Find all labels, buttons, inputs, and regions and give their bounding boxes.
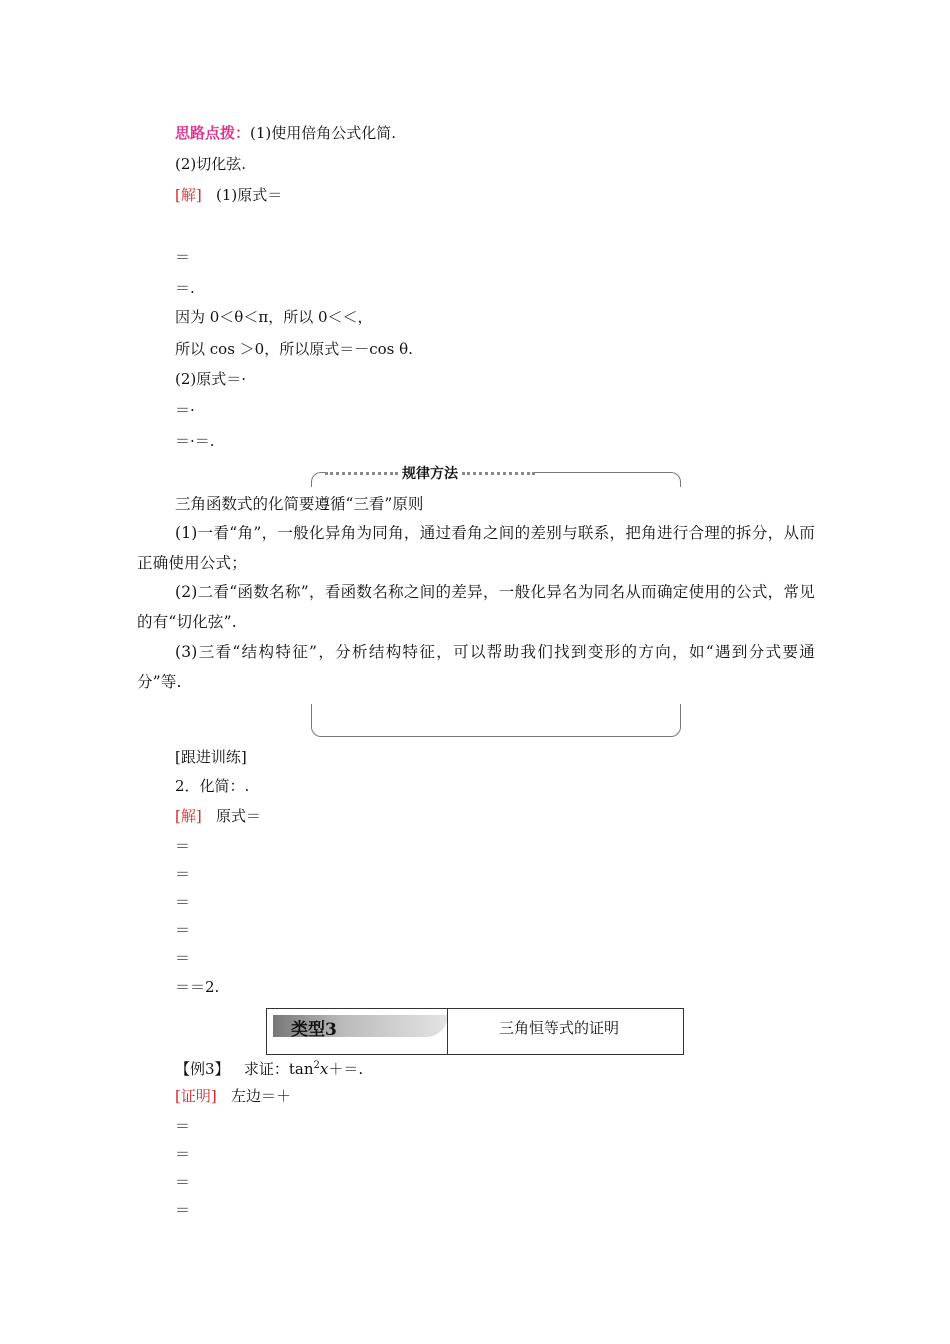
equals-line: ＝ [175, 921, 191, 939]
equals-line: ＝· [175, 401, 195, 419]
dots-decoration [462, 472, 535, 475]
example-3-var: x [319, 1060, 329, 1078]
rule-box-label [325, 463, 535, 483]
hint-line-2: (2)切化弦. [175, 155, 247, 173]
hint-text: (1)使用倍角公式化简. [250, 124, 397, 142]
solution-tag: [解] [175, 807, 202, 825]
rule-box-bottom-frame [311, 704, 681, 737]
so-cos-line: 所以 cos ＞0，所以原式＝－cos θ. [175, 340, 413, 358]
type-3-title: 三角恒等式的证明 [499, 1019, 620, 1037]
example-3-prompt-pre: 求证：tan [243, 1060, 314, 1078]
type-3-header [266, 1008, 684, 1055]
example-3-tag: 【例3】 [175, 1060, 230, 1078]
equals-line: ＝·＝. [175, 432, 215, 450]
solution-1-text: (1)原式＝ [216, 186, 283, 204]
equals-line: ＝ [175, 1173, 191, 1191]
practice-question: 2．化简：. [175, 777, 250, 795]
rule-item-2: (2)二看“函数名称”，看函数名称之间的差异，一般化异名为同名从而确定使用的公式，常见的有“切化弦”. [137, 583, 815, 631]
equals-line: ＝ [175, 1201, 191, 1219]
example-3-prompt-post: ＋＝. [328, 1060, 364, 1078]
solution-1-start [175, 185, 282, 205]
proof-start [175, 1086, 291, 1106]
proof-tag: [证明] [175, 1087, 217, 1105]
solution-2-start: (2)原式＝· [175, 370, 247, 388]
example-3-line [175, 1056, 363, 1079]
rule-item-3: (3)三看“结构特征”，分析结构特征，可以帮助我们找到变形的方向，如“遇到分式要通分”等. [137, 643, 815, 691]
solution-tag: [解] [175, 186, 202, 204]
practice-solution-text: 原式＝ [216, 807, 262, 825]
hint-label: 思路点拨： [175, 124, 251, 142]
hint-line [175, 123, 396, 143]
rule-box-title: 规律方法 [402, 466, 458, 482]
equals-line: ＝ [175, 837, 191, 855]
rule-item-1: (1)一看“角”，一般化异角为同角，通过看角之间的差别与联系，把角进行合理的拆分，从而正确使用公式； [137, 524, 815, 572]
equals-line: ＝ [175, 949, 191, 967]
because-line: 因为 0＜θ＜π，所以 0＜＜， [175, 308, 373, 326]
type-3-tab-label: 类型3 [291, 1020, 337, 1040]
dots-decoration [325, 472, 398, 475]
equals-line: ＝ [175, 1117, 191, 1135]
equals-line: ＝. [175, 279, 195, 297]
equals-line: ＝ [175, 1145, 191, 1163]
equals-line: ＝ [175, 248, 191, 266]
equals-line: ＝ [175, 893, 191, 911]
practice-heading: [跟进训练] [175, 748, 247, 766]
proof-start-text: 左边＝＋ [231, 1087, 292, 1105]
equals-line: ＝＝2. [175, 978, 220, 996]
practice-solution-start [175, 806, 261, 826]
equals-line: ＝ [175, 865, 191, 883]
example-3-sup: 2 [313, 1060, 320, 1071]
type-3-divider [447, 1009, 448, 1055]
rule-intro: 三角函数式的化简要遵循“三看”原则 [175, 495, 424, 513]
